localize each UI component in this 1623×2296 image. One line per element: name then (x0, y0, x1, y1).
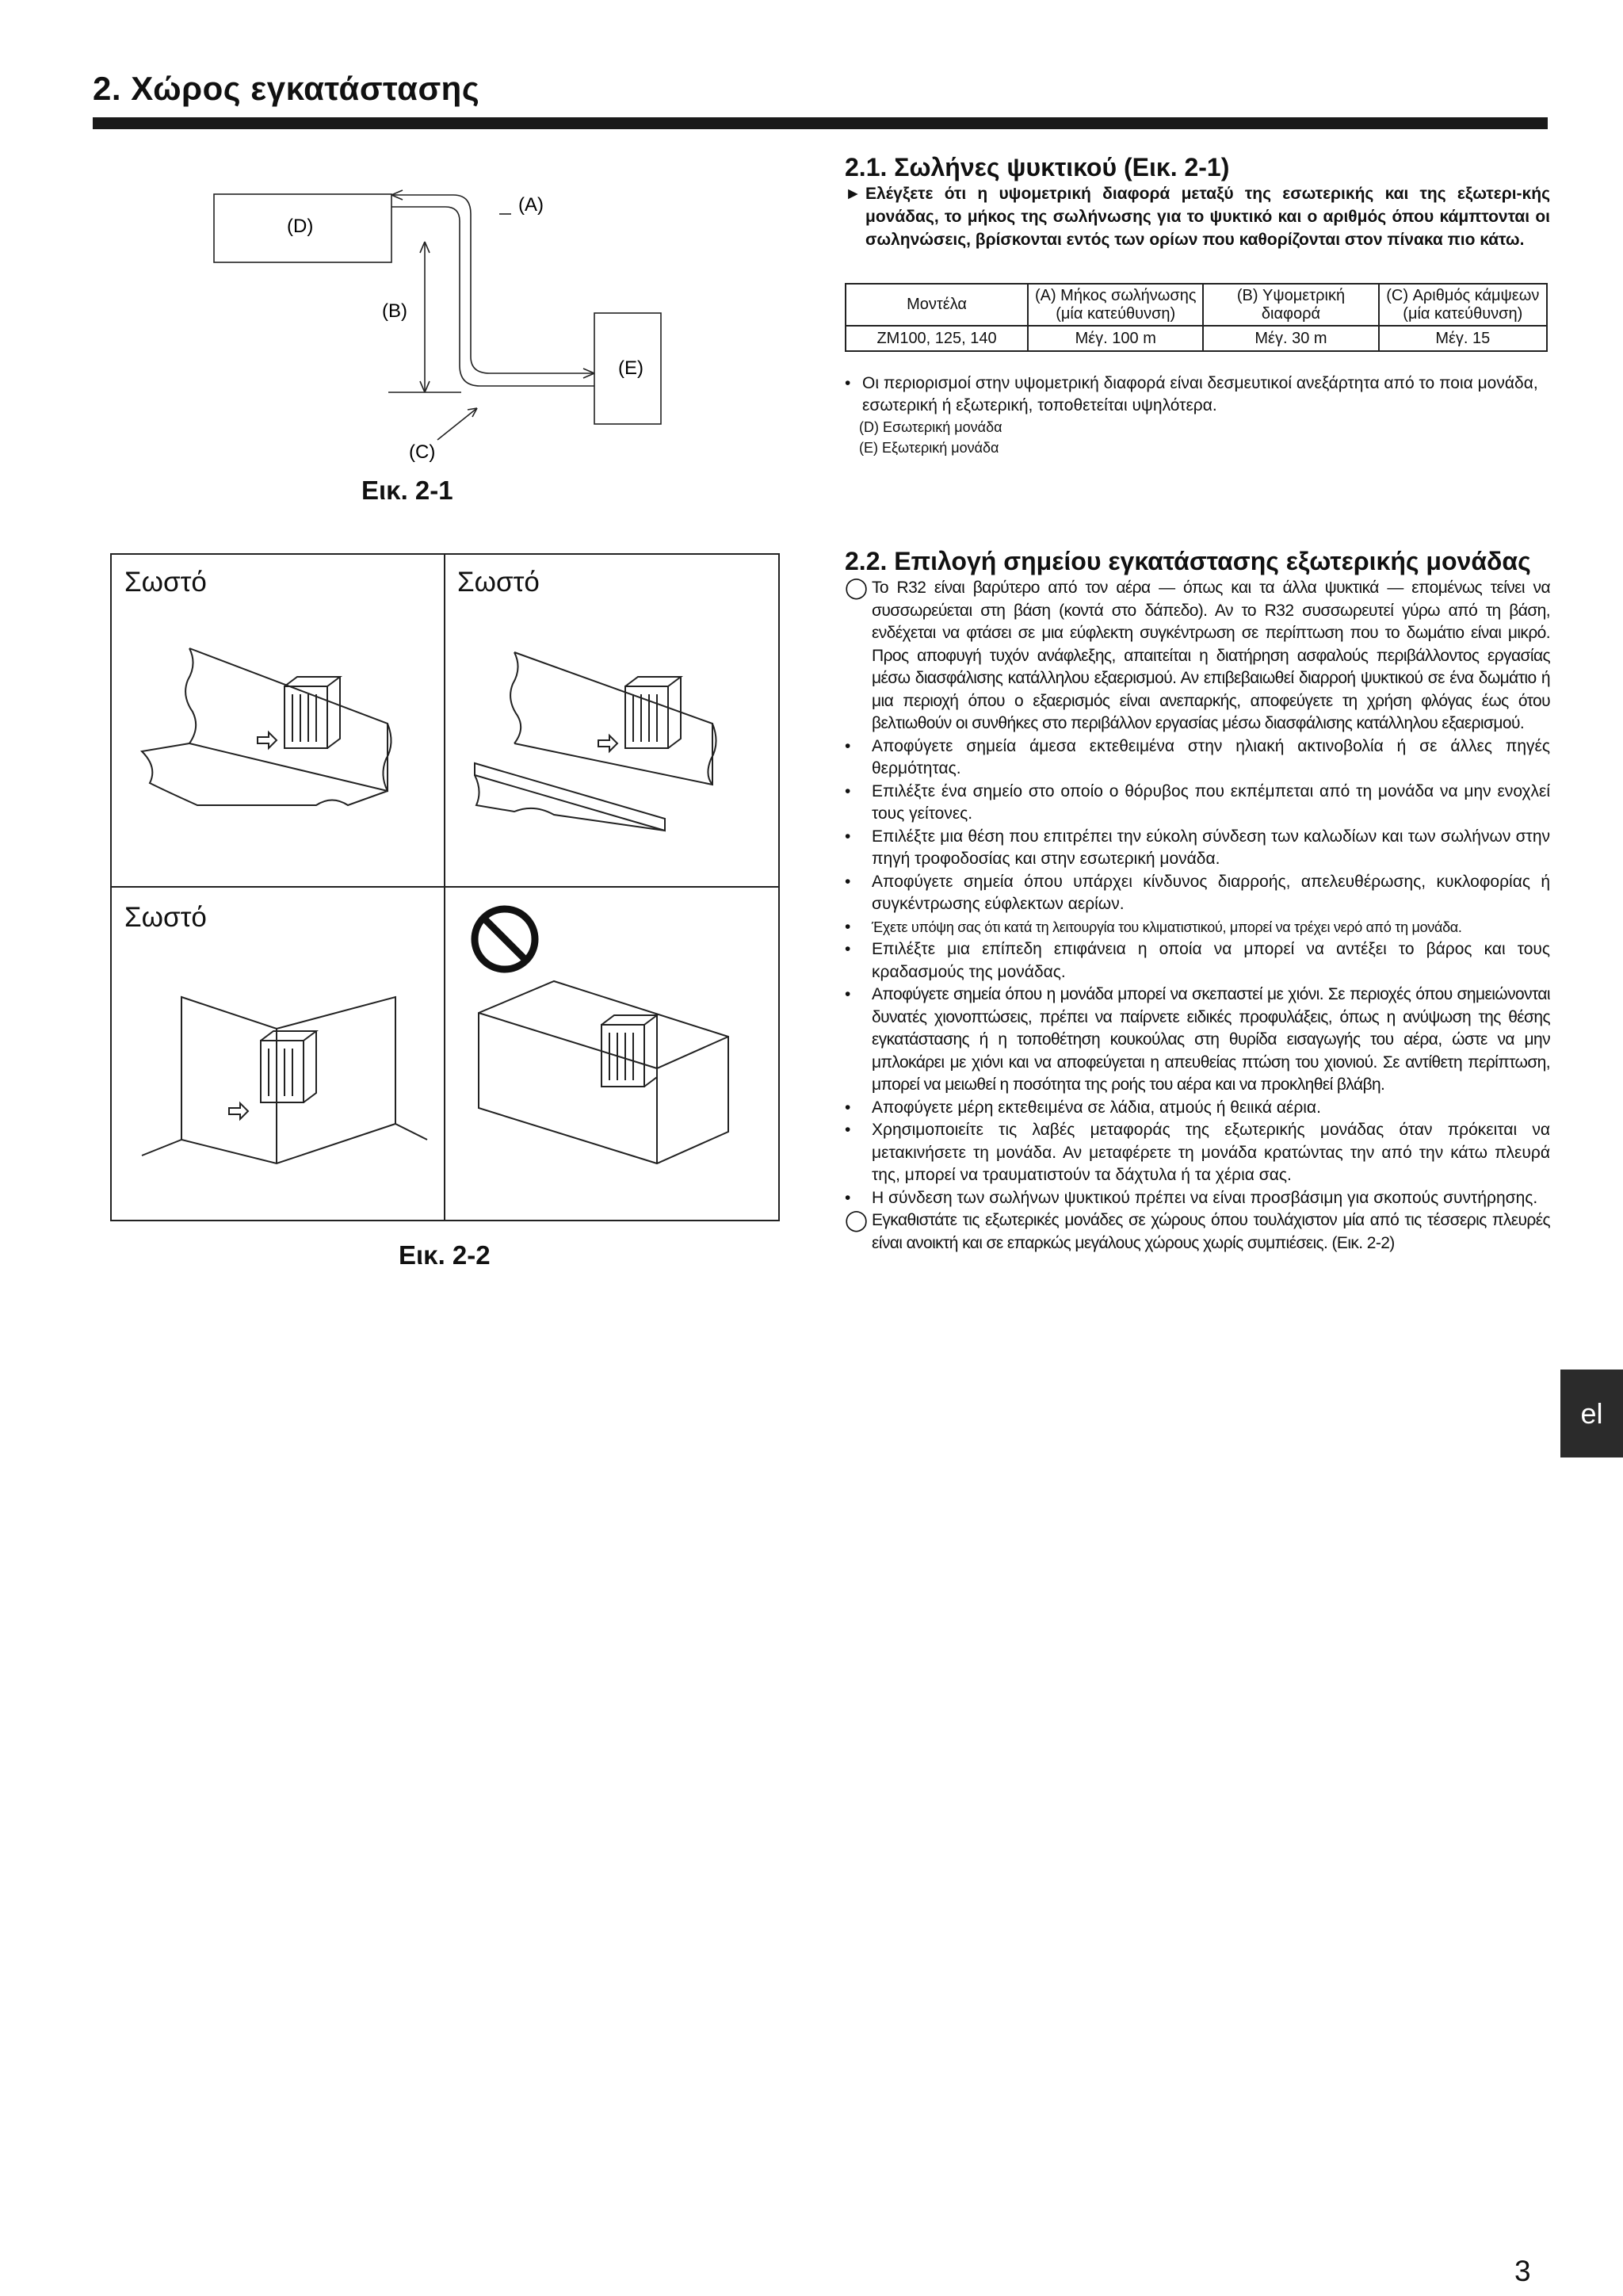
section-2-1-title: 2.1. Σωλήνες ψυκτικού (Εικ. 2-1) (845, 153, 1230, 181)
cell-height: Μέγ. 30 m (1203, 326, 1378, 351)
cell-label-correct-3: Σωστό (124, 902, 207, 933)
list-item: • Αποφύγετε σημεία όπου υπάρχει κίνδυνος διαρροής, απελευθέρωσης, κυκλοφορίας ή συγκέντρωσης εύφλεκτων αερίων. (845, 872, 1550, 913)
scene-open-one-wall (142, 648, 391, 805)
scene-enclosed (479, 981, 728, 1163)
legend-outdoor: (E) Εξωτερική μονάδα (859, 440, 999, 456)
circle-icon: ◯ (845, 575, 869, 599)
list-item: • Επιλέξτε μια θέση που επιτρέπει την εύκολη σύνδεση των καλωδίων και των σωλήνων στην πηγή τροφοδοσίας και στην εσωτερική μονάδα. (845, 827, 1550, 868)
section-2-2-title: 2.2. Επιλογή σημείου εγκατάστασης εξωτερικής μονάδας (845, 547, 1531, 575)
table-row (846, 326, 1547, 351)
list-item: • Επιλέξτε μια επίπεδη επιφάνεια η οποία να μπορεί να αντέξει το βάρος και τους κραδασμούς της μονάδας. (845, 940, 1550, 981)
scene-two-walls (142, 997, 427, 1163)
list-item: • Έχετε υπόψη σας ότι κατά τη λειτουργία του κλιματιστικού, μπορεί να τρέχει νερό από τη μονάδα. (845, 917, 1462, 936)
scene-open-wall-edge (475, 652, 716, 831)
list-item: • Αποφύγετε μέρη εκτεθειμένα σε λάδια, ατμούς ή θειικά αέρια. (845, 1098, 1321, 1117)
legend-indoor: (D) Εσωτερική μονάδα (859, 419, 1002, 435)
pipe-upper (391, 195, 594, 373)
page-title: 2. Χώρος εγκατάστασης (93, 70, 480, 107)
table-header-height: (B) Υψομετρική διαφορά (1203, 284, 1378, 326)
list-item: • Χρησιμοποιείτε τις λαβές μεταφοράς της εξωτερικής μονάδας όταν πρόκειται να μετακινήσετε τη μονάδα. Αν μεταφέρετε τη μονάδα κρατώντας την από την κάτω πλευρά της, μπορεί να τραυματιστούν τα δάχτυλα ή τα χέρια σας. (845, 1121, 1550, 1184)
pipe-lower (391, 207, 594, 386)
language-tab: el (1560, 1370, 1623, 1457)
list-item: ◯ Εγκαθιστάτε τις εξωτερικές μονάδες σε χώρους όπου τουλάχιστον μία από τις τέσσερις πλευρές είναι ανοικτή και σε επαρκώς μεγάλους χώρους χωρίς συμπιέσεις. (Εικ. 2-2) (845, 1208, 1550, 1252)
cell-label-correct-2: Σωστό (457, 567, 540, 598)
note-text: Οι περιορισμοί στην υψομετρική διαφορά είναι δεσμευτικοί ανεξάρτητα από το ποια μονάδα, εσωτερική ή εξωτερική, τοποθετείται υψηλότερα. (862, 374, 1538, 415)
figure-2-2-caption: Εικ. 2-2 (399, 1240, 491, 1270)
label-c: (C) (409, 441, 436, 463)
figure-2-2 (110, 553, 780, 1221)
list-item: • Αποφύγετε σημεία όπου η μονάδα μπορεί να σκεπαστεί με χιόνι. Σε περιοχές όπου σημειώνονται δυνατές χιονοπτώσεις, πρέπει να παίρνετε ειδικές προφυλάξεις, όπως η ανύψωση της θέσης εγκατάστασης ή η τοποθέτηση κουκούλας στη θυρίδα εισαγωγής του αέρα, ώστε να μην μπλοκάρει με χιόνι και να αποφεύγεται η απευθείας πτώση του χιονιού. Σε αντίθετη περίπτωση, μπορεί να μειωθεί η ποσότητα της ροής του αέρα και να προκληθεί βλάβη. (845, 985, 1550, 1094)
list-item: • Αποφύγετε σημεία άμεσα εκτεθειμένα στην ηλιακή ακτινοβολία ή σε άλλες πηγές θερμότητας. (845, 736, 1550, 777)
cell-model: ZM100, 125, 140 (846, 326, 1028, 351)
figure-2-1-diagram (198, 178, 689, 479)
label-b: (B) (382, 300, 407, 322)
list-item: • Επιλέξτε ένα σημείο στο οποίο ο θόρυβος που εκπέμπεται από τη μονάδα να μην ενοχλεί τους γείτονες. (845, 781, 1550, 823)
title-rule (93, 117, 1548, 129)
section-2-2-body (845, 577, 1550, 1255)
page-number: 3 (1514, 2255, 1531, 2287)
label-d: (D) (287, 216, 314, 237)
list-item: ◯ Το R32 είναι βαρύτερο από τον αέρα — όπως και τα άλλα ψυκτικά — επομένως τείνει να συσσωρεύεται στη βάση (κοντά στο δάπεδο). Αν το R32 συσσωρευτεί γύρω από τη βάση, ενδέχεται να φτάσει σε μια εύφλεκτη συγκέντρωση σε περίπτωση που το δωμάτιο είναι μικρό. Προς αποφυγή τυχόν ανάφλεξης, απαιτείται η διατήρηση ασφαλούς περιβάλλοντος εργασίας μέσω διασφάλισης κατάλληλου εξαερισμού. Αν επιβεβαιωθεί διαρροή ψυκτικού σε ένα δωμάτιο ή μια περιοχή όπου ο εξαερισμός είναι ανεπαρκής, αποφεύγετε τη χρήση φλόγας έως ότου βελτιωθούν οι συνθήκες στο περιβάλλον εργασίας μέσω διασφάλισης κατάλληλου εξαερισμού. (845, 575, 1550, 732)
table-header-models: Μοντέλα (846, 284, 1028, 326)
limits-table (845, 283, 1548, 352)
table-header-length: (A) Μήκος σωλήνωσης (μία κατεύθυνση) (1028, 284, 1203, 326)
no-entry-icon (475, 909, 535, 969)
circle-icon: ◯ (845, 1208, 869, 1232)
label-e: (E) (618, 357, 643, 379)
label-a: (A) (518, 194, 544, 216)
section-2-1-intro (845, 182, 1550, 251)
list-item: • Η σύνδεση των σωλήνων ψυκτικού πρέπει να είναι προσβάσιμη για σκοπούς συντήρησης. (845, 1188, 1538, 1207)
cell-label-correct-1: Σωστό (124, 567, 207, 598)
table-header-bends: (C) Αριθμός κάμψεων (μία κατεύθυνση) (1379, 284, 1547, 326)
cell-length: Μέγ. 100 m (1028, 326, 1203, 351)
section-2-1-notes (845, 372, 1550, 458)
cell-bends: Μέγ. 15 (1379, 326, 1547, 351)
leader-c (437, 408, 477, 440)
arrow-icon: ► (845, 185, 861, 203)
figure-2-1-caption: Εικ. 2-1 (361, 476, 453, 505)
note-item: • Οι περιορισμοί στην υψομετρική διαφορά είναι δεσμευτικοί ανεξάρτητα από το ποια μονάδα, εσωτερική ή εξωτερική, τοποθετείται υψηλότερα. (845, 372, 1550, 417)
intro-text: Ελέγξετε ότι η υψομετρική διαφορά μεταξύ της εσωτερικής και της εξωτερι-κής μονάδας, το μήκος της σωλήνωσης για το ψυκτικό και ο αριθμός όπου κάμπτονται οι σωληνώσεις, βρίσκονται εντός των ορίων που καθορίζονται στον πίνακα πιο κάτω. (865, 185, 1550, 249)
